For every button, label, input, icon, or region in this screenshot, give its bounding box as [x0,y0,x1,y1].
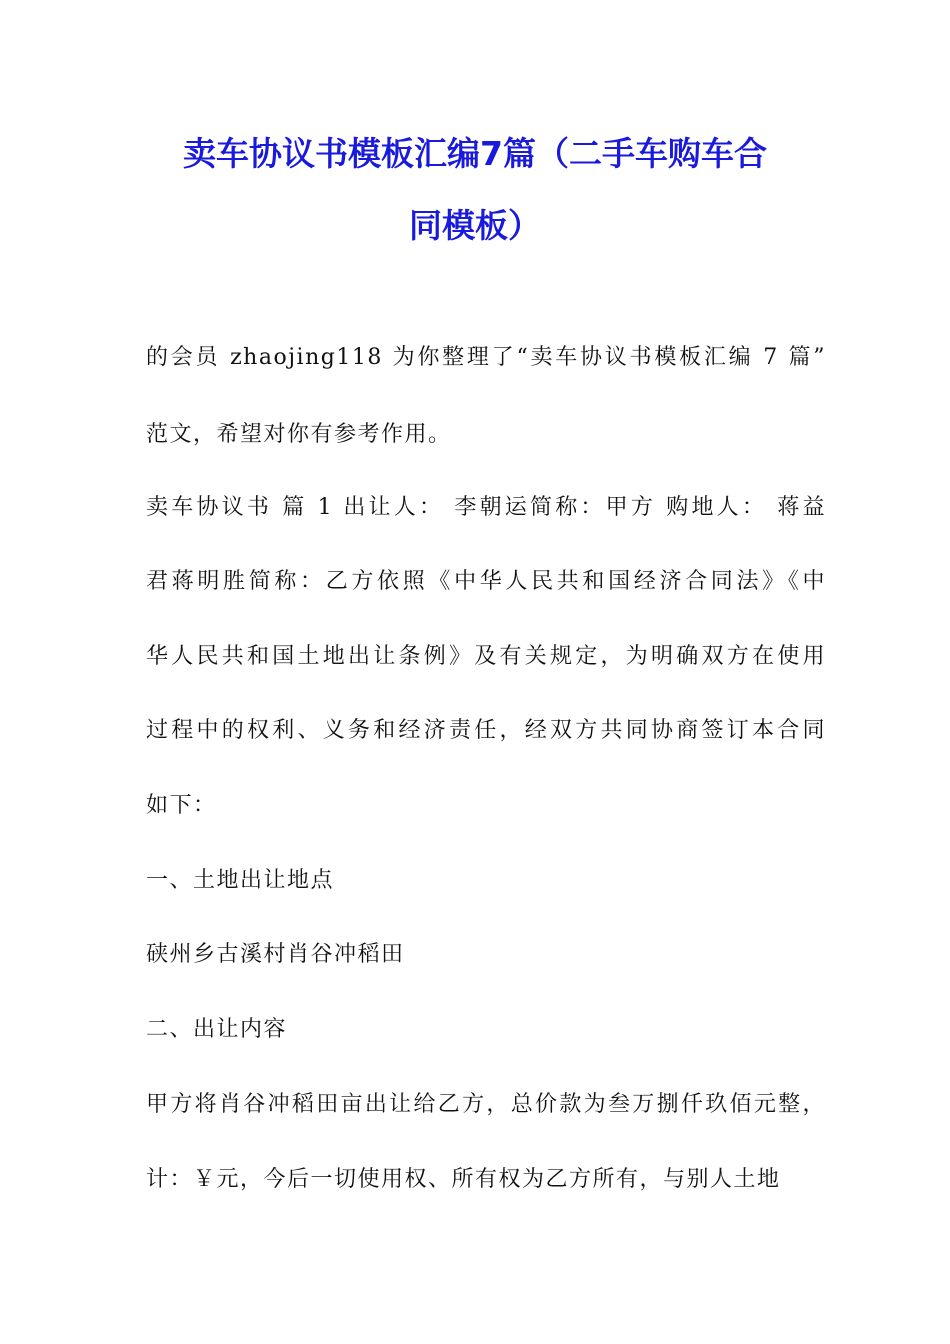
document-title-line-1: 卖车协议书模板汇编7篇（二手车购车合 [183,134,767,173]
body-line: 君蒋明胜简称：乙方依照《中华人民共和国经济合同法》《中 [146,569,826,594]
body-line: 过程中的权利、义务和经济责任，经双方共同协商签订本合同 [146,718,826,743]
body-line: 卖车协议书 篇 1 出让人： 李朝运简称：甲方 购地人： 蒋益 [146,495,826,520]
body-line: 华人民共和国土地出让条例》及有关规定，为明确双方在使用 [146,644,826,669]
body-line: 范文，希望对你有参考作用。 [146,422,452,447]
document-title-line-2: 同模板） [409,206,541,245]
body-line: 硖州乡古溪村肖谷冲稻田 [146,942,405,967]
body-line: 甲方将肖谷冲稻田亩出让给乙方，总价款为叁万捌仟玖佰元整， [146,1092,826,1117]
section-heading: 二、出让内容 [146,1017,288,1042]
section-heading: 一、土地出让地点 [146,868,335,893]
body-line: 如下： [146,793,217,818]
body-line: 计：￥元，今后一切使用权、所有权为乙方所有，与别人土地 [146,1167,781,1192]
body-line: 的会员 zhaojing118 为你整理了“卖车协议书模板汇编 7 篇” [146,345,826,370]
